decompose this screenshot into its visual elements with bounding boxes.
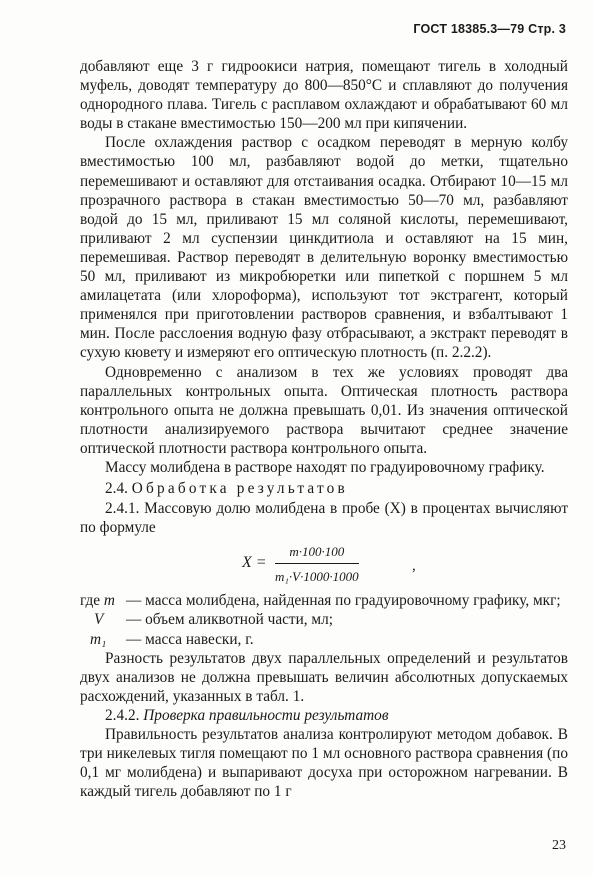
- section-title: Обработка результатов: [131, 480, 348, 498]
- subsection-number: 2.4.2.: [105, 706, 140, 724]
- formula-numerator: m·100·100: [275, 542, 359, 564]
- paragraph-4: Массу молибдена в растворе находят по градуировочному графику.: [105, 458, 545, 476]
- section-heading-2-4-2: [80, 706, 568, 725]
- formula-tail: ,: [412, 558, 416, 575]
- paragraph-2-4-1: 2.4.1. Массовую долю молибдена в пробе (X) в процентах вычисляют по формуле: [80, 500, 568, 537]
- definition-text-m: — масса молибдена, найденная по градуировочному графику, мкг;: [126, 592, 561, 610]
- body-text: [80, 57, 568, 801]
- page-number: 23: [552, 838, 566, 853]
- paragraph-6: Разность результатов двух параллельных определений и результатов двух анализов не должна превышать величин абсолютных допускаемых расхождений, указанных в табл. 1.: [80, 649, 568, 705]
- formula-denominator: m₁·V·1000·1000: [275, 569, 359, 585]
- page-header: ГОСТ 18385.3—79 Стр. 3: [413, 22, 566, 36]
- definition-text-v: — объем аликвотной части, мл;: [126, 611, 334, 629]
- paragraph-2: После охлаждения раствор с осадком переводят в мерную колбу вместимостью 100 мл, разбавляют водой до метки, тщательно перемешивают и оставляют для отстаивания осадка. Отбирают 10—15 мл прозрачного раствора в стакан вместимостью 50—70 мл, разбавляют водой до 15 мл, приливают 15 мл соляной кислоты, перемешивают, приливают 2 мл суспензии цинкдитиола и оставляют на 15 мин, перемешивая. Раствор переводят в делительную воронку вместимостью 50 мл, приливают из микробюретки или пипеткой с поршнем 5 мл амилацетата (или хлороформа), используют тот экстрагент, который применялся при приготовлении растворов сравнения, и взбалтывают 1 мин. После расслоения водную фазу отбрасывают, а экстракт переводят в сухую кювету и измеряют его оптическую плотность (п. 2.2.2).: [80, 134, 568, 362]
- symbol-m1: m₁: [90, 630, 107, 648]
- definition-v: [80, 610, 568, 629]
- paragraph-1: добавляют еще 3 г гидроокиси натрия, помещают тигель в холодный муфель, доводят температуру до 800—850°С и сплавляют до получения однородного плава. Тигель с расплавом охлаждают и обрабатывают 60 мл воды в стакане вместимостью 150—200 мл при кипячении.: [80, 58, 568, 133]
- subsection-title: Проверка правильности результатов: [143, 706, 389, 724]
- definition-m1: [80, 630, 568, 649]
- definition-text-m1: — масса навески, г.: [126, 630, 254, 648]
- symbol-v: V: [94, 611, 104, 629]
- definition-lead: [80, 591, 115, 610]
- symbol-m: m: [103, 592, 115, 610]
- paragraph-7: Правильность результатов анализа контролируют методом добавок. В три никелевых тигля помещают по 1 мл основного раствора сравнения (по 0,1 мг молибдена) и выпаривают досуха при осторожном нагревании. В каждый тигель добавляют по 1 г: [80, 726, 568, 801]
- formula: [80, 539, 568, 587]
- paragraph-3: Одновременно с анализом в тех же условиях проводят два параллельных контрольных опыта. Оптическая плотность раствора контрольного опыта не должна превышать 0,01. Из значения оптической плотности анализируемого раствора вычитают среднее значение оптической плотности раствора контрольного опыта.: [80, 363, 568, 457]
- variable-definitions: [80, 591, 568, 648]
- where-word: где: [80, 592, 101, 610]
- definition-m: [80, 591, 568, 610]
- section-heading-2-4: [80, 479, 568, 498]
- formula-fraction: [275, 542, 359, 586]
- formula-lhs: X =: [242, 554, 267, 572]
- section-number: 2.4.: [105, 480, 128, 498]
